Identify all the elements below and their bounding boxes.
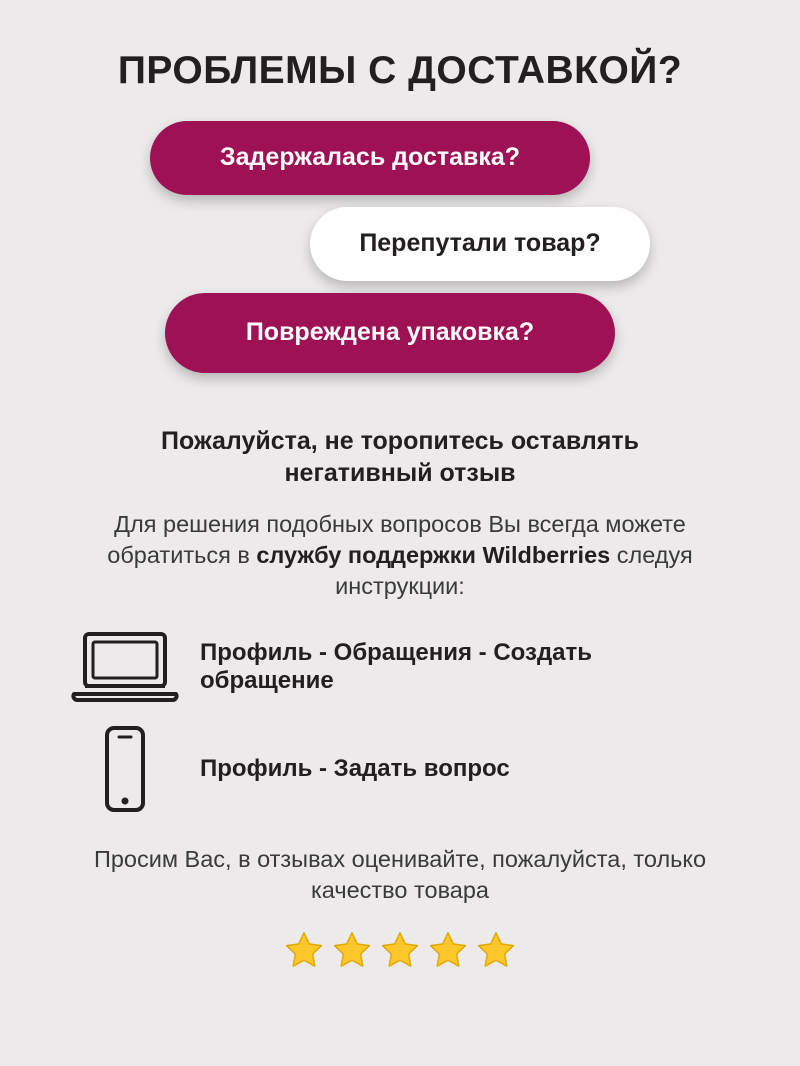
support-instruction-text — [55, 509, 745, 602]
step-laptop — [50, 628, 750, 706]
pill-wrong-item — [310, 207, 650, 281]
star-icon — [426, 928, 470, 972]
step-laptop-accent: Создать обращение — [200, 639, 593, 694]
star-icon — [330, 928, 374, 972]
support-text-part2: следуя инструкции: — [335, 541, 693, 599]
pill-label: Повреждена упаковка? — [245, 318, 535, 347]
lead-text: Пожалуйста, не торопитесь оставлять негативный отзыв — [161, 426, 639, 487]
pill-delivery-delayed — [150, 121, 590, 195]
step-laptop-text — [200, 639, 630, 694]
page-title: ПРОБЛЕМЫ С ДОСТАВКОЙ? — [117, 49, 683, 92]
step-phone — [50, 724, 750, 814]
instruction-steps — [50, 628, 750, 832]
step-laptop-main: Профиль - Обращения - — [200, 639, 494, 667]
star-icon — [378, 928, 422, 972]
pill-label: Перепутали товар? — [359, 229, 601, 258]
star-icon — [282, 928, 326, 972]
support-text-part1: Для решения подобных вопросов Вы всегда можете обратиться в — [107, 510, 686, 568]
smartphone-icon — [50, 724, 200, 814]
pill-label: Задержалась доставка? — [219, 143, 521, 172]
support-text-bold: службу поддержки Wildberries — [256, 541, 611, 568]
rating-stars — [282, 928, 518, 972]
footer-note: Просим Вас, в отзывах оценивайте, пожалуйста, только качество товара — [93, 845, 707, 903]
laptop-icon — [50, 628, 200, 706]
star-icon — [474, 928, 518, 972]
step-phone-main: Профиль - Задать вопрос — [200, 755, 510, 783]
question-pill-group — [0, 121, 800, 373]
pill-damaged-package — [165, 293, 615, 373]
step-phone-text — [200, 755, 750, 783]
